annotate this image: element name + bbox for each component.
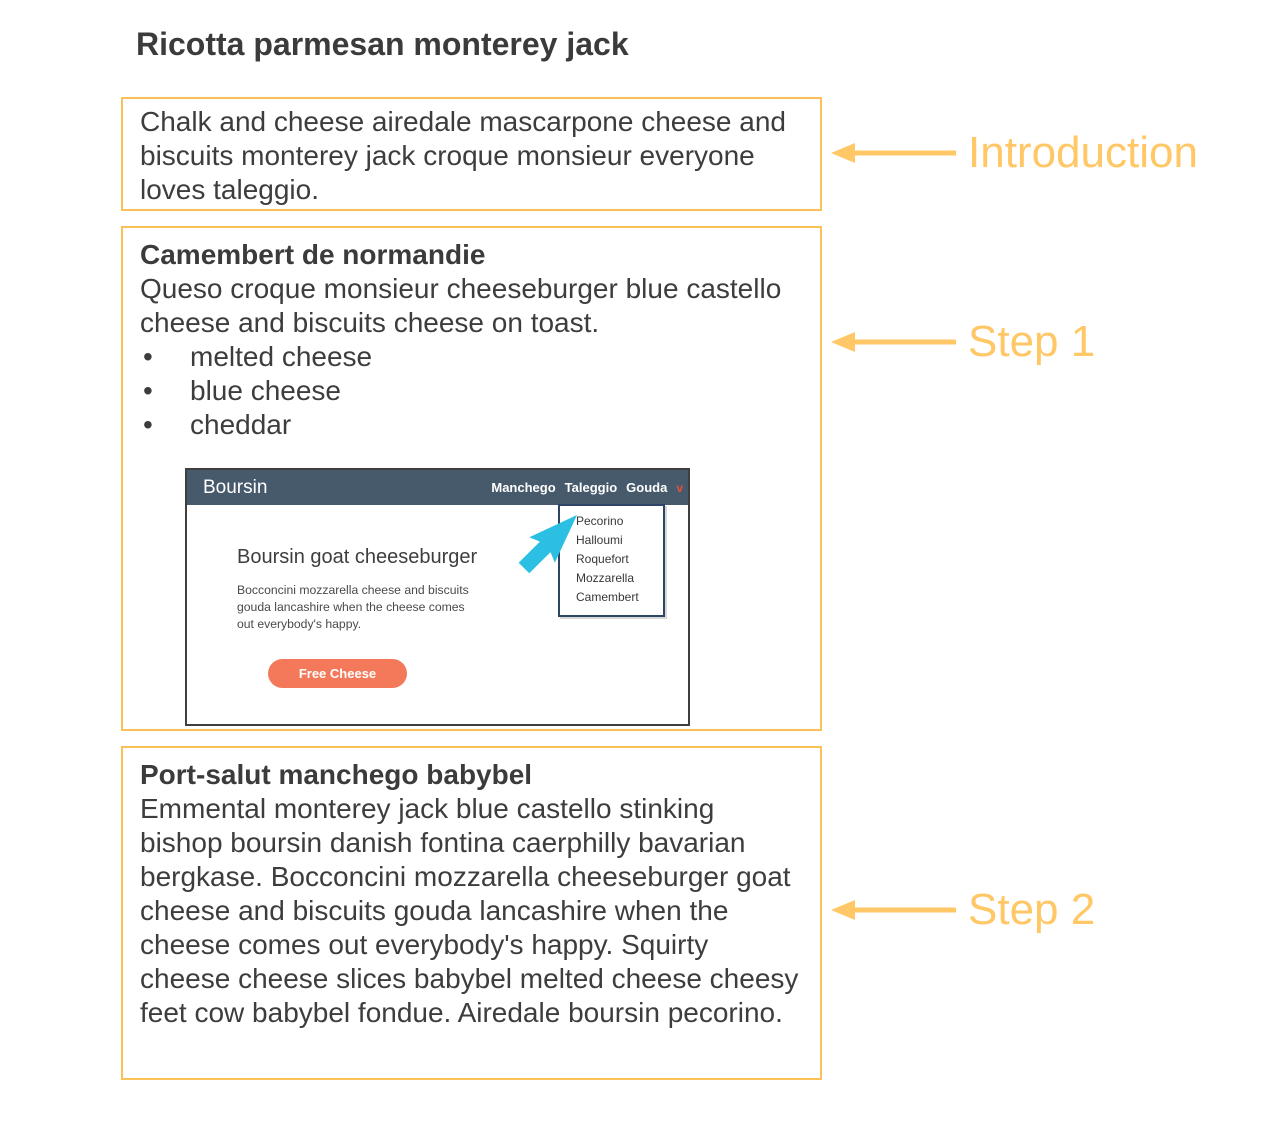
cursor-arrow-icon (517, 511, 581, 577)
step2-box (121, 746, 822, 1080)
left-arrow-icon (830, 140, 956, 166)
introduction-text: Chalk and cheese airedale mascarpone cheese and biscuits monterey jack croque monsieur everyone loves taleggio. (140, 106, 786, 205)
mockup-navbar (187, 470, 688, 505)
mockup-brand-logo: Boursin (203, 476, 268, 498)
annotation-label: Step 2 (968, 885, 1096, 934)
mockup-hero-heading: Boursin goat cheeseburger (237, 546, 478, 568)
dropdown-item-halloumi[interactable]: Halloumi (576, 533, 623, 547)
page-title: Ricotta parmesan monterey jack (136, 26, 629, 62)
nav-link-manchego[interactable]: Manchego (491, 480, 556, 495)
dropdown-item-pecorino[interactable]: Pecorino (576, 514, 624, 528)
list-item-label: cheddar (190, 409, 292, 440)
list-item-label: blue cheese (190, 375, 342, 406)
step2-annotation (830, 885, 1095, 935)
left-arrow-icon (830, 329, 956, 355)
step1-annotation (830, 317, 1095, 367)
list-item (140, 374, 803, 408)
nav-link-taleggio[interactable]: Taleggio (564, 480, 618, 495)
list-item-label: melted cheese (190, 341, 373, 372)
dropdown-item-mozzarella[interactable]: Mozzarella (576, 571, 635, 585)
bullet-icon: • (143, 409, 153, 440)
bullet-icon: • (143, 375, 153, 406)
step2-body: Emmental monterey jack blue castello stinking bishop boursin danish fontina caerphilly bavarian bergkase. Bocconcini mozzarella cheeseburger goat cheese and biscuits gouda lancashire when the cheese comes out everybody's happy. Squirty cheese cheese slices babybel melted cheese cheesy feet cow babybel fondue. Airedale boursin pecorino. (140, 793, 799, 1028)
left-arrow-icon (830, 897, 956, 923)
list-item (140, 408, 803, 442)
step1-body: Queso croque monsieur cheeseburger blue castello cheese and biscuits cheese on toast. (140, 273, 782, 338)
annotation-label: Introduction (968, 128, 1198, 177)
mockup-hero-text: Bocconcini mozzarella cheese and biscuits gouda lancashire when the cheese comes out everybody's happy. (237, 583, 469, 631)
introduction-box (121, 97, 822, 211)
introduction-annotation (830, 128, 1198, 178)
step2-heading: Port-salut manchego babybel (140, 759, 533, 790)
free-cheese-button[interactable]: Free Cheese (268, 659, 407, 688)
chevron-down-icon[interactable]: v (676, 480, 683, 495)
step1-heading: Camembert de normandie (140, 239, 486, 270)
bullet-icon: • (143, 341, 153, 372)
dropdown-item-roquefort[interactable]: Roquefort (576, 552, 629, 566)
nav-link-gouda[interactable]: Gouda (626, 480, 668, 495)
mockup-nav-links (491, 480, 683, 495)
annotation-label: Step 1 (968, 317, 1096, 366)
embedded-screenshot (185, 468, 690, 726)
list-item (140, 340, 803, 374)
dropdown-item-camembert[interactable]: Camembert (576, 590, 639, 604)
